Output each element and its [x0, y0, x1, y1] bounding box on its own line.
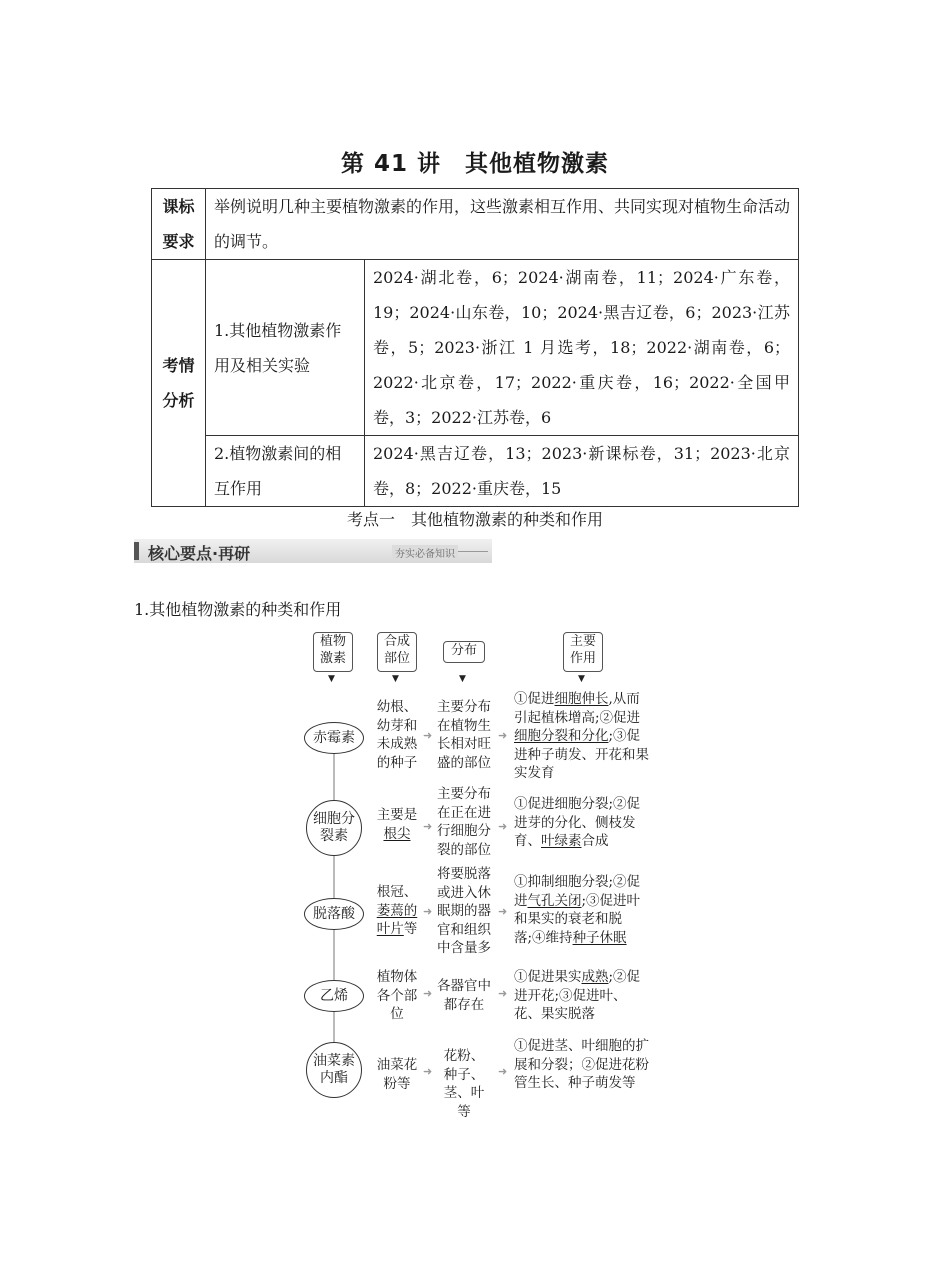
section-banner	[134, 539, 492, 563]
synthesis-site: 主要是 根尖	[376, 807, 418, 842]
down-arrow-icon: ▼	[392, 674, 399, 684]
banner-subtitle: 夯实必备知识	[392, 545, 458, 560]
hormone-oval	[306, 800, 362, 856]
distribution: 各器官中都存在	[437, 978, 491, 1013]
main-effect: ①促进茎、叶细胞的扩展和分裂；②促进花粉管生长、种子萌发等	[514, 1038, 649, 1091]
main-effect: ①促进果实成熟;②促进开花;③促进叶、花、果实脱落	[514, 969, 641, 1022]
header-effect-label: 主要作用	[569, 634, 596, 666]
hormone-oval	[306, 1042, 362, 1098]
down-arrow-icon: ▼	[578, 674, 585, 684]
page-title: 第 41 讲 其他植物激素	[340, 151, 610, 177]
right-arrow-icon: ➜	[423, 1065, 433, 1078]
requirement-text: 举例说明几种主要植物激素的作用，这些激素相互作用、共同实现对植物生命活动的调节。	[206, 189, 799, 260]
section-point-heading: 考点一 其他植物激素的种类和作用	[346, 510, 603, 529]
requirements-table	[151, 188, 799, 507]
down-arrow-icon: ▼	[328, 674, 335, 684]
hormone-name: 赤霉素	[313, 729, 355, 746]
distribution: 主要分布在正在进行细胞分裂的部位	[437, 786, 491, 858]
hormone-oval	[304, 980, 364, 1012]
distribution: 将要脱落或进入休眠期的器官和组织中含量多	[437, 866, 491, 956]
table-row	[152, 260, 799, 436]
synthesis-site: 植物体各个部位	[376, 969, 418, 1022]
main-effect: ①促进细胞分裂;②促进芽的分化、侧枝发育、叶绿素合成	[514, 796, 641, 849]
right-arrow-icon: ➜	[423, 820, 433, 833]
section1-title: 1.其他植物激素的种类和作用	[134, 600, 342, 619]
table-row	[152, 436, 799, 507]
header-hormone	[313, 632, 353, 672]
synthesis-site: 油菜花粉等	[376, 1057, 418, 1092]
analysis-sub2-text: 2024·黑吉辽卷，13；2023·新课标卷，31；2023·北京卷，8；2022·重庆卷，15	[365, 436, 799, 507]
analysis-sub1-title: 1.其他植物激素作用及相关实验	[206, 260, 365, 436]
hormone-diagram	[300, 628, 660, 1120]
row-header-analysis: 考情分析	[152, 260, 206, 507]
main-effect: ①抑制细胞分裂;②促进气孔关闭;③促进叶和果实的衰老和脱落;④维持种子休眠	[514, 874, 641, 946]
row-header-requirement: 课标要求	[152, 189, 206, 260]
synthesis-site: 根冠、 萎蔫的 叶片等	[376, 884, 418, 937]
table-row	[152, 189, 799, 260]
header-distribution	[443, 641, 485, 663]
main-effect: ①促进细胞伸长,从而引起植株增高;②促进细胞分裂和分化;③促进种子萌发、开花和果实发育	[514, 691, 649, 781]
synthesis-site: 幼根、幼芽和未成熟的种子	[376, 699, 418, 771]
right-arrow-icon: ➜	[423, 905, 433, 918]
distribution: 花粉、种子、茎、叶等	[443, 1048, 485, 1120]
right-arrow-icon: ➜	[498, 820, 508, 833]
hormone-name: 细胞分裂素	[313, 811, 355, 844]
analysis-sub1-text: 2024·湖北卷，6；2024·湖南卷，11；2024·广东卷，19；2024·山东卷，10；2024·黑吉辽卷，6；2023·江苏卷，5；2023·浙江 1 月选考，18；2022·湖南卷，6；2022·北京卷，17；2022·重庆卷，16；2022·全国甲卷，3；2022·江苏卷，6	[365, 260, 799, 436]
right-arrow-icon: ➜	[498, 905, 508, 918]
right-arrow-icon: ➜	[498, 1065, 508, 1078]
header-effect	[563, 632, 603, 672]
hormone-name: 脱落酸	[313, 905, 355, 922]
hormone-name: 油菜素内酯	[313, 1053, 355, 1086]
right-arrow-icon: ➜	[423, 987, 433, 1000]
hormone-name: 乙烯	[320, 987, 348, 1004]
analysis-sub2-title: 2.植物激素间的相互作用	[206, 436, 365, 507]
header-site-label: 合成部位	[383, 634, 410, 666]
right-arrow-icon: ➜	[498, 729, 508, 742]
right-arrow-icon: ➜	[498, 987, 508, 1000]
right-arrow-icon: ➜	[423, 729, 433, 742]
header-distribution-label: 分布	[450, 643, 477, 658]
hormone-oval	[304, 898, 364, 930]
header-site	[377, 632, 417, 672]
header-hormone-label: 植物激素	[319, 634, 346, 666]
down-arrow-icon: ▼	[459, 674, 466, 684]
distribution: 主要分布在植物生长相对旺盛的部位	[437, 699, 491, 771]
banner-title: 核心要点·再研	[148, 544, 251, 563]
hormone-oval	[304, 722, 364, 754]
banner-bar	[134, 542, 139, 560]
